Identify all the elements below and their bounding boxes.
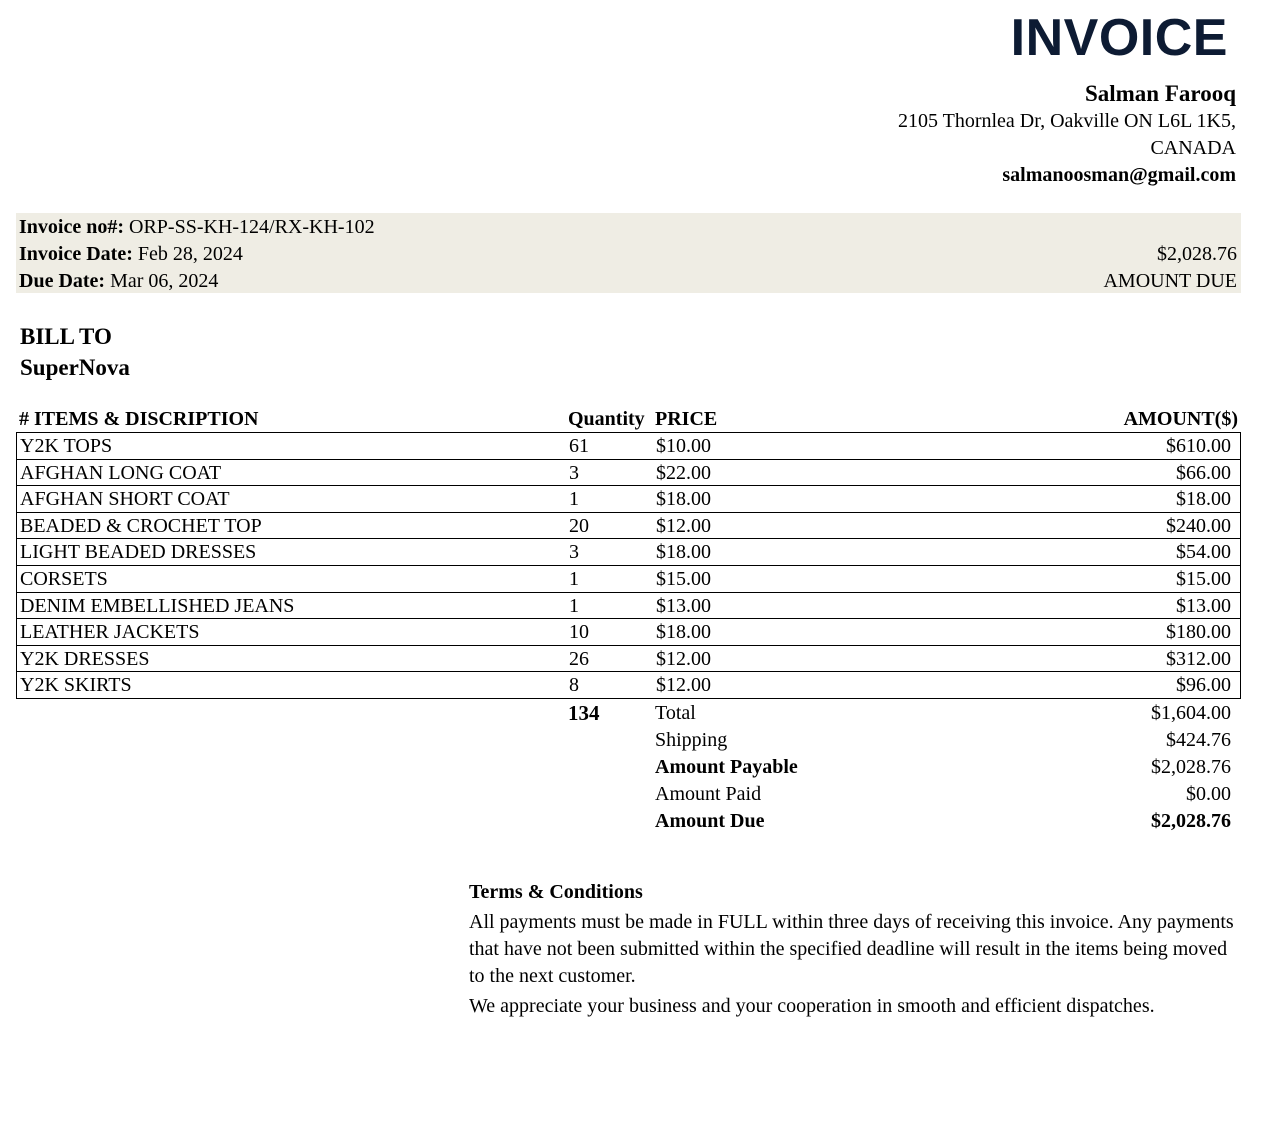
item-amount: $66.00	[1176, 461, 1231, 484]
item-amount: $96.00	[1176, 674, 1231, 697]
invoice-number-label: Invoice no#:	[19, 216, 124, 238]
table-row	[17, 486, 1240, 513]
item-amount: $18.00	[1176, 488, 1231, 511]
amount-payable-label: Amount Payable	[655, 756, 798, 778]
terms-and-conditions	[469, 879, 1239, 1020]
item-amount: $610.00	[1166, 435, 1231, 457]
item-quantity: 20	[569, 514, 589, 537]
item-description: LIGHT BEADED DRESSES	[20, 541, 257, 564]
items-table-header	[16, 408, 1241, 432]
item-description: AFGHAN LONG COAT	[20, 461, 222, 484]
due-date-line	[19, 268, 375, 295]
item-amount: $180.00	[1166, 621, 1231, 644]
item-price: $15.00	[656, 567, 711, 590]
item-description: CORSETS	[20, 567, 108, 590]
table-row	[17, 460, 1240, 487]
item-amount: $240.00	[1166, 514, 1231, 537]
table-row	[17, 539, 1240, 566]
item-price: $10.00	[656, 435, 711, 457]
due-date-value: Mar 06, 2024	[110, 270, 219, 292]
item-amount: $312.00	[1166, 647, 1231, 670]
bill-to-name: SuperNova	[20, 355, 130, 380]
total-label: Total	[655, 702, 696, 724]
item-quantity: 1	[569, 488, 579, 511]
item-description: AFGHAN SHORT COAT	[20, 488, 230, 511]
amount-payable-row	[16, 754, 1241, 781]
item-quantity: 26	[569, 647, 589, 670]
item-description: Y2K DRESSES	[20, 647, 150, 670]
invoice-date-label: Invoice Date:	[19, 243, 133, 265]
seller-address-line2: CANADA	[1150, 137, 1236, 159]
bill-to-label: BILL TO	[20, 324, 112, 349]
item-price: $18.00	[656, 541, 711, 564]
header-price: PRICE	[655, 408, 718, 430]
invoice-date-value: Feb 28, 2024	[137, 243, 243, 265]
shipping-value: $424.76	[1166, 729, 1231, 751]
invoice-date-line	[19, 241, 375, 268]
header-quantity: Quantity	[568, 408, 645, 430]
table-row	[17, 593, 1240, 620]
amount-due-summary-label: AMOUNT DUE	[1103, 270, 1237, 292]
item-amount: $13.00	[1176, 594, 1231, 617]
item-description: BEADED & CROCHET TOP	[20, 514, 262, 537]
invoice-number-value: ORP-SS-KH-124/RX-KH-102	[129, 216, 375, 238]
seller-block	[898, 80, 1236, 189]
table-row	[17, 672, 1240, 698]
amount-due-row	[16, 808, 1241, 835]
item-price: $18.00	[656, 621, 711, 644]
items-table	[16, 432, 1241, 699]
item-description: Y2K TOPS	[20, 435, 113, 457]
item-price: $22.00	[656, 461, 711, 484]
totals-block	[16, 700, 1241, 835]
total-row	[16, 700, 1241, 727]
amount-due-summary-value: $2,028.76	[1157, 243, 1237, 265]
item-description: LEATHER JACKETS	[20, 621, 200, 644]
item-amount: $54.00	[1176, 541, 1231, 564]
item-quantity: 10	[569, 621, 589, 644]
item-description: DENIM EMBELLISHED JEANS	[20, 594, 295, 617]
total-value: $1,604.00	[1151, 702, 1231, 724]
terms-paragraph-payment: All payments must be made in FULL within three days of receiving this invoice. Any payments that have not been submitted within the specified deadline will result in the items being moved to the next customer.	[469, 911, 1234, 987]
bill-to-block	[20, 321, 130, 383]
item-amount: $15.00	[1176, 567, 1231, 590]
total-quantity: 134	[568, 701, 600, 725]
header-description: # ITEMS & DISCRIPTION	[19, 408, 259, 430]
item-quantity: 8	[569, 674, 579, 697]
seller-name: Salman Farooq	[1084, 81, 1236, 106]
amount-due-value: $2,028.76	[1151, 810, 1231, 832]
item-quantity: 1	[569, 567, 579, 590]
table-row	[17, 619, 1240, 646]
due-date-label: Due Date:	[19, 270, 106, 292]
shipping-label: Shipping	[655, 729, 728, 751]
seller-email: salmanoosman@gmail.com	[1002, 164, 1236, 186]
amount-payable-value: $2,028.76	[1151, 756, 1231, 778]
table-row	[17, 566, 1240, 593]
item-quantity: 1	[569, 594, 579, 617]
item-price: $12.00	[656, 674, 711, 697]
amount-paid-value: $0.00	[1186, 783, 1231, 805]
amount-due-summary	[1103, 241, 1237, 295]
item-quantity: 61	[569, 435, 589, 457]
table-row	[17, 513, 1240, 540]
item-quantity: 3	[569, 461, 579, 484]
terms-heading: Terms & Conditions	[469, 881, 643, 903]
seller-address-line1: 2105 Thornlea Dr, Oakville ON L6L 1K5,	[897, 110, 1236, 132]
table-row	[17, 433, 1240, 460]
item-description: Y2K SKIRTS	[20, 674, 132, 697]
amount-due-label: Amount Due	[655, 810, 765, 832]
item-price: $12.00	[656, 514, 711, 537]
invoice-number-line	[19, 214, 375, 241]
invoice-meta-details	[19, 214, 375, 295]
table-row	[17, 646, 1240, 673]
item-quantity: 3	[569, 541, 579, 564]
amount-paid-row	[16, 781, 1241, 808]
terms-paragraph-thanks: We appreciate your business and your cooperation in smooth and efficient dispatches.	[469, 995, 1155, 1017]
amount-paid-label: Amount Paid	[655, 783, 762, 805]
item-price: $12.00	[656, 647, 711, 670]
item-price: $13.00	[656, 594, 711, 617]
invoice-title: INVOICE	[1010, 9, 1228, 67]
header-amount: AMOUNT($)	[1123, 408, 1238, 430]
shipping-row	[16, 727, 1241, 754]
invoice-meta-band	[16, 213, 1241, 293]
item-price: $18.00	[656, 488, 711, 511]
